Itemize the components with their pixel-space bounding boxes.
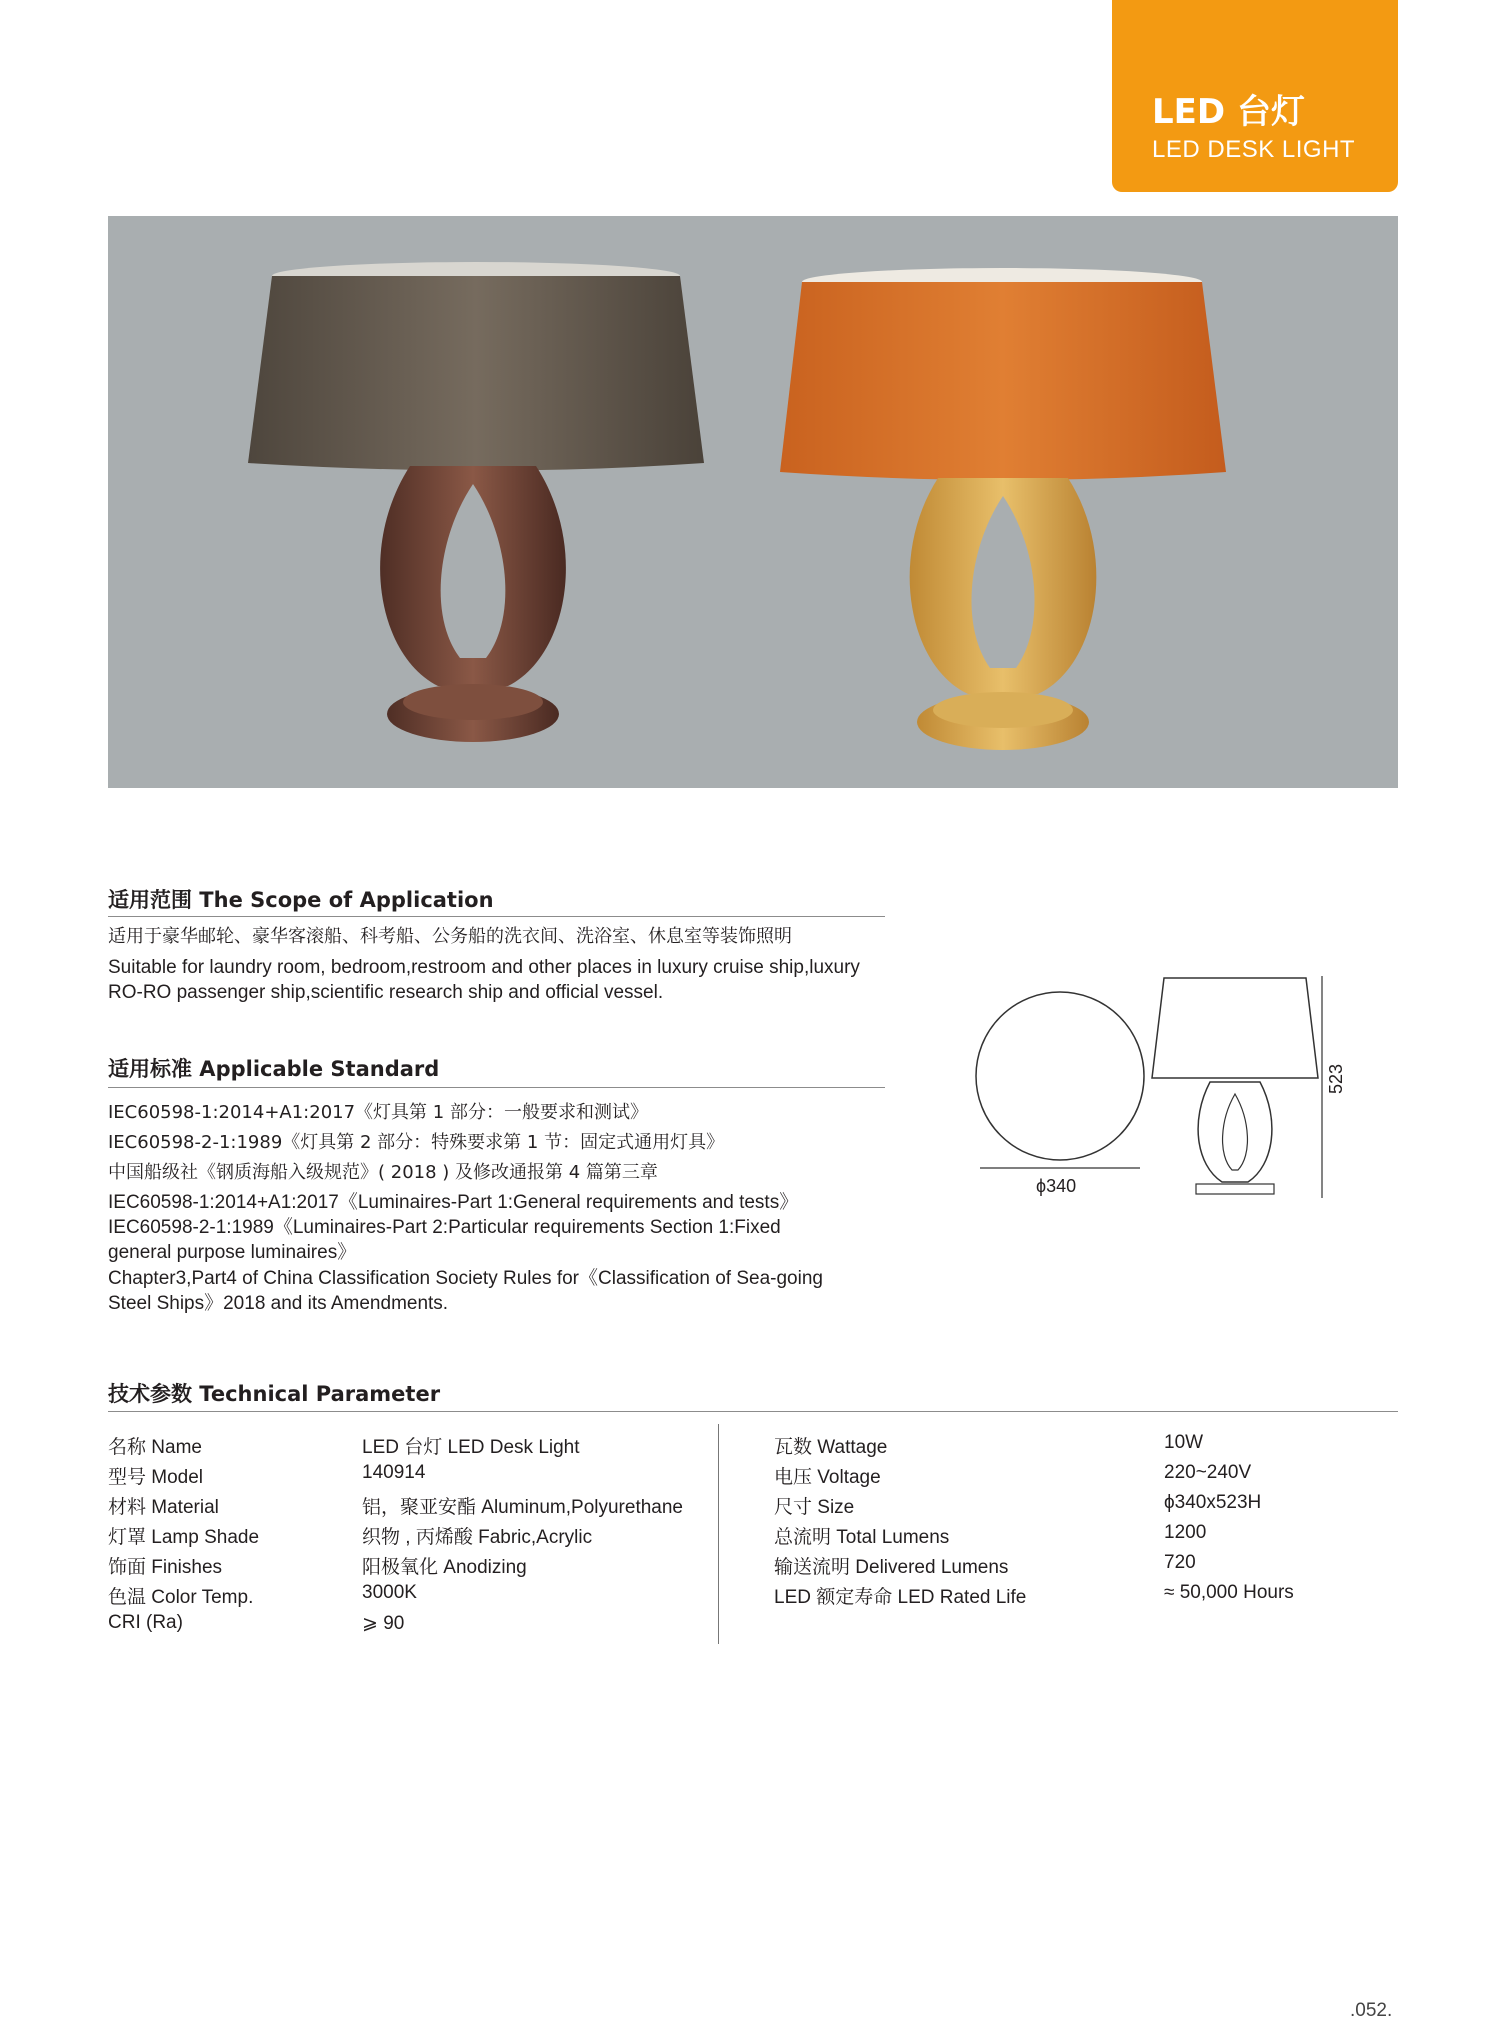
scope-text-en-2: RO-RO passenger ship,scientific research ship and official vessel. <box>108 982 664 1003</box>
lamps-illustration <box>108 216 1398 788</box>
param-label: 总流明 Total Lumens <box>774 1527 950 1548</box>
standard-line: IEC60598-2-1:1989《灯具第 2 部分：特殊要求第 1 节：固定式通用灯具》 <box>108 1132 725 1153</box>
param-label: 名称 Name <box>108 1437 202 1458</box>
standard-line: IEC60598-1:2014+A1:2017《Luminaires-Part 1:General requirements and tests》 <box>108 1192 799 1213</box>
param-label: 瓦数 Wattage <box>774 1437 888 1458</box>
top-view-circle <box>976 992 1144 1160</box>
param-value: 220~240V <box>1164 1462 1252 1483</box>
header-title-cn: LED 台灯 <box>1152 92 1305 132</box>
param-label: 型号 Model <box>108 1467 204 1488</box>
product-photo <box>108 216 1398 788</box>
standard-line: general purpose luminaires》 <box>108 1242 357 1263</box>
param-value: ⩾ 90 <box>362 1613 405 1634</box>
param-value: 720 <box>1164 1552 1196 1573</box>
scope-title: 适用范围 The Scope of Application <box>108 888 494 912</box>
param-label: 色温 Color Temp. <box>108 1587 254 1608</box>
standard-title: 适用标准 Applicable Standard <box>108 1057 440 1081</box>
param-value: 阳极氧化 Anodizing <box>362 1557 527 1578</box>
scope-rule <box>108 916 885 917</box>
param-label: 输送流明 Delivered Lumens <box>774 1557 1009 1578</box>
standard-rule <box>108 1087 885 1088</box>
standard-line: Steel Ships》2018 and its Amendments. <box>108 1293 449 1314</box>
param-value: 1200 <box>1164 1522 1207 1543</box>
scope-text-cn: 适用于豪华邮轮、豪华客滚船、科考船、公务船的洗衣间、洗浴室、休息室等装饰照明 <box>108 926 792 947</box>
lamp-dark <box>248 262 704 742</box>
param-label: 灯罩 Lamp Shade <box>108 1527 260 1548</box>
diameter-label: ϕ340 <box>1036 1176 1077 1196</box>
param-label: 饰面 Finishes <box>108 1557 223 1578</box>
param-value: ≈ 50,000 Hours <box>1164 1582 1294 1603</box>
header-tab <box>1112 0 1398 192</box>
param-label: 尺寸 Size <box>774 1497 855 1518</box>
param-value: 3000K <box>362 1582 417 1603</box>
param-label: 材料 Material <box>108 1497 219 1518</box>
technical-divider <box>718 1424 719 1644</box>
param-label: 电压 Voltage <box>774 1467 881 1488</box>
param-value: LED 台灯 LED Desk Light <box>362 1437 580 1458</box>
standard-line: IEC60598-2-1:1989《Luminaires-Part 2:Particular requirements Section 1:Fixed <box>108 1217 781 1238</box>
param-label: LED 额定寿命 LED Rated Life <box>774 1587 1027 1608</box>
lamp-orange <box>780 268 1226 750</box>
standard-line: IEC60598-1:2014+A1:2017《灯具第 1 部分：一般要求和测试》 <box>108 1102 648 1123</box>
param-value: 10W <box>1164 1432 1204 1453</box>
standard-line: 中国船级社《钢质海船入级规范》( 2018 ) 及修改通报第 4 篇第三章 <box>108 1162 658 1183</box>
side-view-shade <box>1152 978 1318 1078</box>
param-value: 140914 <box>362 1462 426 1483</box>
param-value: 铝，聚亚安酯 Aluminum,Polyurethane <box>362 1497 683 1518</box>
standard-line: Chapter3,Part4 of China Classification Society Rules for《Classification of Sea-going <box>108 1268 823 1289</box>
height-label: 523 <box>1326 1063 1346 1094</box>
param-value: ϕ340x523H <box>1164 1492 1262 1513</box>
header-title-en: LED DESK LIGHT <box>1152 136 1356 163</box>
page-number: .052. <box>1350 2000 1393 2021</box>
side-view-base <box>1196 1184 1274 1194</box>
technical-rule <box>108 1411 1398 1412</box>
dimension-drawing <box>970 970 1350 1220</box>
technical-title: 技术参数 Technical Parameter <box>108 1382 441 1406</box>
side-view-body <box>1198 1082 1272 1182</box>
scope-text-en-1: Suitable for laundry room, bedroom,restroom and other places in luxury cruise ship,luxury <box>108 957 860 978</box>
param-value: 织物 , 丙烯酸 Fabric,Acrylic <box>362 1527 593 1548</box>
param-label: CRI (Ra) <box>108 1612 183 1633</box>
